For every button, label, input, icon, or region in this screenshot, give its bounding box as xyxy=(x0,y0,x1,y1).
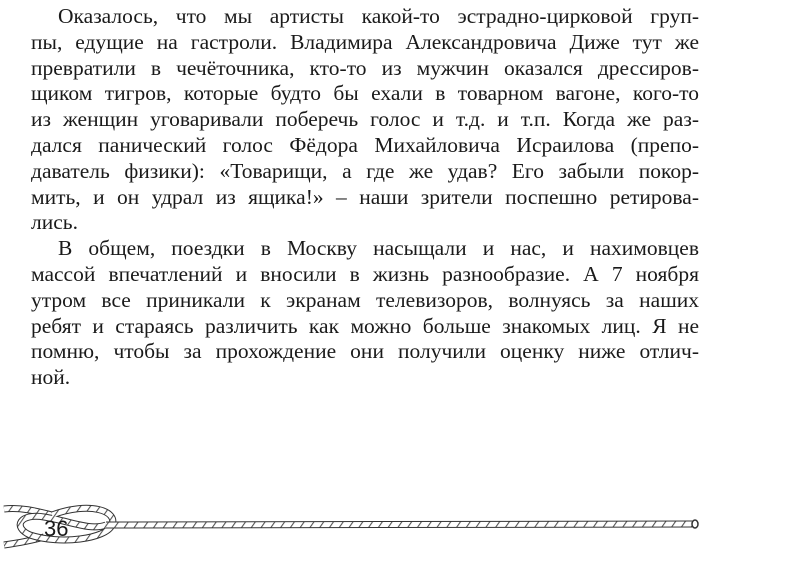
text-line: Оказалось, что мы артисты какой-то эстрадно-цирковой груп- xyxy=(58,4,699,28)
text-line: из женщин уговаривали поберечь голос и т.д. и т.п. Когда же раз- xyxy=(31,107,699,132)
text-line: щиком тигров, которые будто бы ехали в товарном вагоне, кого-то xyxy=(31,81,699,106)
text-line: ной. xyxy=(31,365,71,390)
text-line: лись. xyxy=(31,210,78,235)
text-line: превратили в чечёточника, кто-то из мужчин оказался дрессиров- xyxy=(31,55,699,80)
text-line: помню, чтобы за прохождение они получили оценку ниже отлич- xyxy=(31,339,699,364)
page-footer xyxy=(0,495,800,555)
text-line: утром все приникали к экранам телевизоров, волнуясь за наших xyxy=(31,287,699,312)
rope-knot-icon xyxy=(0,495,800,555)
text-line: В общем, поездки в Москву насыщали и нас, и нахимовцев xyxy=(58,236,699,261)
paragraph-1 xyxy=(31,4,699,236)
paragraph-2 xyxy=(31,236,699,391)
text-line: даватель физики): «Товарищи, а где же удав? Его забыли покор- xyxy=(31,158,699,183)
text-line: ребят и стараясь различить как можно больше знакомых лиц. Я не xyxy=(31,313,699,338)
text-line: пы, едущие на гастроли. Владимира Александровича Диже тут же xyxy=(31,29,699,54)
text-line: мить, и он удрал из ящика!» – наши зрители поспешно ретирова- xyxy=(31,184,699,209)
text-line: массой впечатлений и вносили в жизнь разнообразие. А 7 ноября xyxy=(31,261,699,286)
page-number: 36 xyxy=(44,516,69,541)
page-body xyxy=(31,4,699,391)
text-line: дался панический голос Фёдора Михайловича Исраилова (препо- xyxy=(31,132,699,157)
